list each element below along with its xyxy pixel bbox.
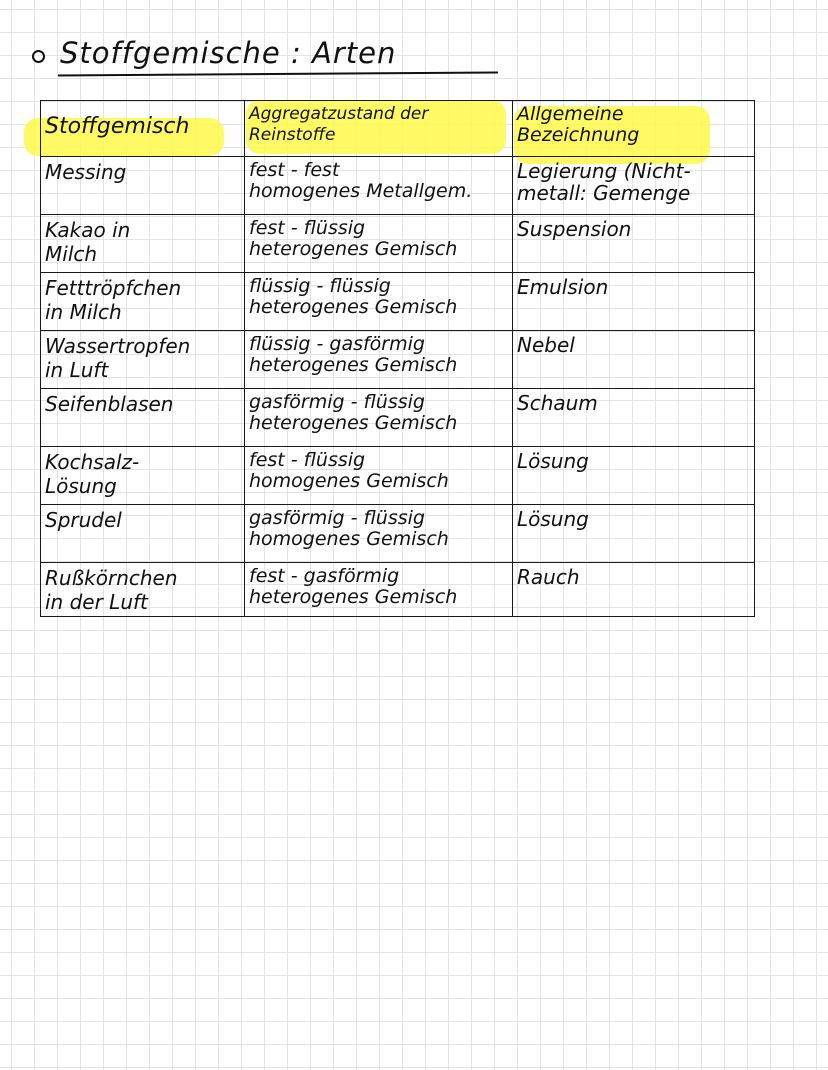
cell-name [513, 447, 755, 505]
mixture-type: homogenes Metallgem. [249, 180, 473, 202]
mixture-name: Rußkörnchen in der Luft [45, 566, 178, 614]
mixture-name: Messing [45, 160, 127, 184]
cell-mixture [41, 447, 245, 505]
general-name: Lösung [517, 507, 589, 531]
mixture-type: heterogenes Gemisch [249, 238, 458, 260]
mixture-type: heterogenes Gemisch [249, 296, 458, 318]
header-name: Allgemeine Bezeichnung [517, 103, 640, 146]
general-name: Legierung (Nicht- metall: Gemenge [517, 159, 691, 205]
mixture-name: Fetttröpfchen in Milch [45, 276, 182, 324]
general-name: Rauch [517, 565, 580, 589]
cell-mixture [41, 215, 245, 273]
aggregate-states: gasförmig - flüssig [249, 391, 425, 413]
cell-states [245, 563, 513, 617]
cell-states [245, 505, 513, 563]
cell-states [245, 215, 513, 273]
table-row [41, 157, 755, 215]
page-title: Stoffgemische : Arten [60, 36, 397, 70]
header-cell-mixture [41, 101, 245, 157]
mixture-name: Kochsalz- Lösung [45, 450, 140, 498]
general-name: Lösung [517, 449, 589, 473]
header-cell-states [245, 101, 513, 157]
cell-name [513, 157, 755, 215]
table-row [41, 273, 755, 331]
title-row [32, 36, 492, 76]
cell-name [513, 215, 755, 273]
table-row [41, 389, 755, 447]
mixture-name: Sprudel [45, 508, 122, 532]
header-states: Aggregatzustand der Reinstoffe [249, 104, 429, 145]
mixture-name: Seifenblasen [45, 392, 174, 416]
mixture-type: heterogenes Gemisch [249, 354, 458, 376]
cell-name [513, 563, 755, 617]
cell-states [245, 389, 513, 447]
cell-name [513, 389, 755, 447]
mixture-name: Kakao in Milch [45, 218, 131, 266]
aggregate-states: flüssig - gasförmig [249, 333, 425, 355]
cell-states [245, 157, 513, 215]
general-name: Suspension [517, 217, 632, 241]
mixtures-table [40, 100, 755, 617]
table-row [41, 563, 755, 617]
aggregate-states: fest - flüssig [249, 217, 366, 239]
bullet-point [32, 50, 45, 63]
table-row [41, 447, 755, 505]
table-row [41, 215, 755, 273]
cell-states [245, 273, 513, 331]
cell-mixture [41, 157, 245, 215]
cell-name [513, 505, 755, 563]
general-name: Emulsion [517, 275, 609, 299]
table-body [41, 157, 755, 617]
mixture-type: homogenes Gemisch [249, 470, 449, 492]
general-name: Schaum [517, 391, 598, 415]
title-underline [58, 71, 498, 76]
aggregate-states: gasförmig - flüssig [249, 507, 425, 529]
aggregate-states: fest - flüssig [249, 449, 366, 471]
aggregate-states: fest - fest [249, 159, 340, 181]
mixture-type: homogenes Gemisch [249, 528, 449, 550]
general-name: Nebel [517, 333, 575, 357]
mixture-type: heterogenes Gemisch [249, 586, 458, 608]
header-cell-name [513, 101, 755, 157]
mixture-type: heterogenes Gemisch [249, 412, 458, 434]
header-mixture: Stoffgemisch [45, 114, 190, 139]
cell-mixture [41, 331, 245, 389]
table-row [41, 505, 755, 563]
cell-name [513, 273, 755, 331]
cell-mixture [41, 273, 245, 331]
cell-name [513, 331, 755, 389]
cell-mixture [41, 563, 245, 617]
table-row [41, 331, 755, 389]
mixture-name: Wassertropfen in Luft [45, 334, 191, 382]
cell-mixture [41, 389, 245, 447]
cell-states [245, 331, 513, 389]
aggregate-states: fest - gasförmig [249, 565, 400, 587]
cell-mixture [41, 505, 245, 563]
cell-states [245, 447, 513, 505]
table-header-row [41, 101, 755, 157]
aggregate-states: flüssig - flüssig [249, 275, 391, 297]
